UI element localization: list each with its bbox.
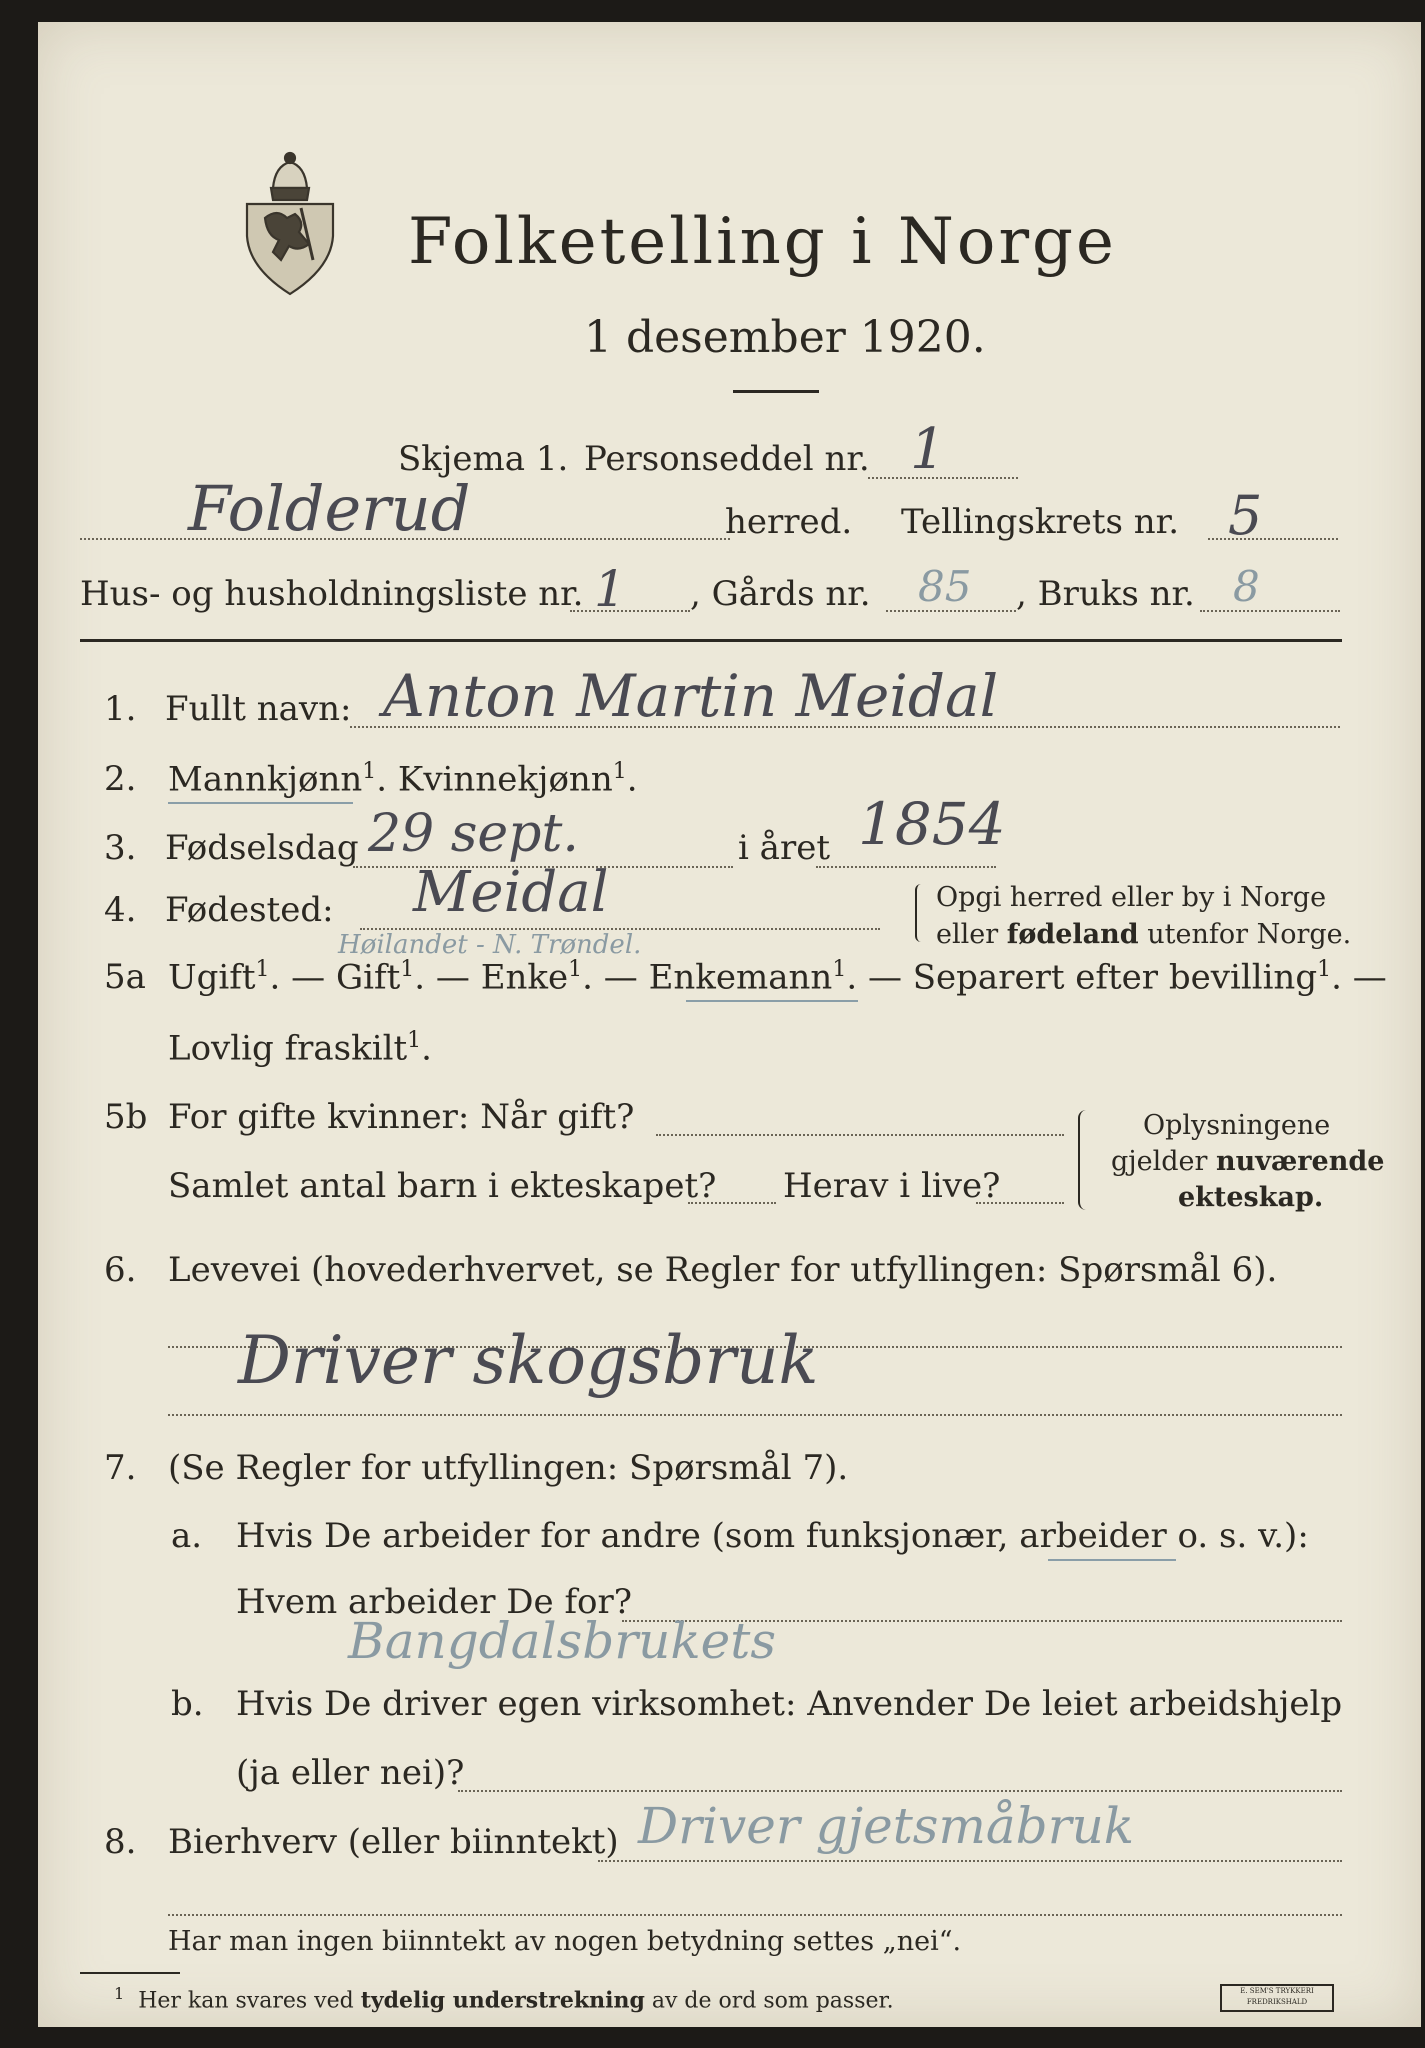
bruks-line (1200, 610, 1340, 612)
q7-number: 7. (104, 1448, 137, 1488)
q2-female[interactable]: Kvinnekjønn (397, 759, 613, 800)
q5a-sup6: 1 (407, 1028, 422, 1053)
q5a-line2-end: . (421, 1028, 432, 1069)
q5a-sup4: 1 (832, 957, 847, 982)
census-form (38, 22, 1421, 2027)
hus-value[interactable]: 1 (594, 560, 626, 618)
q1-value[interactable]: Anton Martin Meidal (383, 662, 999, 730)
q4-number: 4. (104, 890, 137, 930)
q2-end: . (626, 759, 638, 800)
q3-year-line (816, 866, 996, 868)
q5a-sup2: 1 (400, 957, 415, 982)
q4-note2 (936, 919, 1351, 950)
q7a-arbeider[interactable]: arbeider (1019, 1516, 1167, 1556)
q5a-sup1: 1 (255, 957, 270, 982)
footnote (114, 1984, 894, 2013)
q7a-arbeider-underline (1048, 1559, 1176, 1561)
q7a-value[interactable]: Bangdalsbrukets (348, 1612, 776, 1670)
coat-of-arms-icon (235, 148, 345, 298)
tellingskrets-label: Tellingskrets nr. (901, 502, 1180, 542)
herred-value[interactable]: Folderud (188, 472, 471, 545)
q8-label: Bierhverv (eller biinntekt) (168, 1822, 619, 1862)
footnote-post: av de ord som passer. (644, 1988, 894, 2014)
section-divider (80, 639, 1342, 642)
q2-sep: . (376, 759, 398, 800)
q7b-text: Hvis De driver egen virksomhet: Anvender De leiet arbeidshjelp (236, 1684, 1343, 1724)
q5b-line2a: Samlet antal barn i ekteskapet? (168, 1166, 717, 1206)
skjema-label: Skjema 1. (398, 439, 569, 479)
bruks-label: , Bruks nr. (1016, 574, 1195, 614)
q4-note2-bold: fødeland (1006, 919, 1139, 950)
q8-number: 8. (104, 1822, 137, 1862)
q7a-sub: Hvem arbeider De for? (236, 1582, 632, 1622)
footnote-bold: tydelig understrekning (360, 1987, 645, 2014)
bruks-value[interactable]: 8 (1233, 562, 1260, 611)
q5a-sup5: 1 (1317, 957, 1332, 982)
q5a-enkemann[interactable]: Enkemann (648, 957, 833, 998)
q2-options (168, 759, 638, 799)
footnote-pre: Her kan svares ved (138, 1988, 361, 2014)
q2-male[interactable]: Mannkjønn (168, 759, 363, 800)
q5b-line2b: Herav i live? (783, 1166, 1001, 1206)
q5b-brace (1078, 1110, 1090, 1210)
q4-note2-post: utenfor Norge. (1138, 919, 1352, 950)
herred-label: herred. (725, 502, 853, 542)
q5a-enkemann-underline (686, 1000, 858, 1002)
hus-line (570, 610, 690, 612)
q5a-number: 5a (104, 957, 146, 997)
q5a-fraskilt[interactable]: Lovlig fraskilt (168, 1028, 408, 1069)
title-rule (733, 390, 819, 393)
q1-number: 1. (104, 689, 137, 729)
q8-value[interactable]: Driver gjetsmåbruk (638, 1797, 1135, 1855)
q1-label: Fullt navn: (165, 689, 352, 729)
q2-number: 2. (104, 759, 137, 799)
q7-label: (Se Regler for utfyllingen: Spørsmål 7). (168, 1448, 849, 1488)
gards-value[interactable]: 85 (918, 562, 972, 611)
q7a-text (236, 1516, 1309, 1556)
q4-label: Fødested: (165, 890, 334, 930)
q7b-letter: b. (171, 1684, 204, 1724)
q5b-line1: For gifte kvinner: Når gift? (168, 1097, 635, 1137)
q5b-barn-line (688, 1202, 776, 1204)
q4-value[interactable]: Meidal (413, 860, 609, 925)
tellingskrets-value[interactable]: 5 (1228, 484, 1263, 547)
q5b-number: 5b (104, 1097, 148, 1137)
q5b-live-line (976, 1202, 1064, 1204)
q4-note1: Opgi herred eller by i Norge (936, 882, 1327, 913)
q7a-letter: a. (171, 1516, 203, 1556)
q5b-note2-a: gjelder (1111, 1146, 1217, 1177)
q7b-line (458, 1790, 1342, 1792)
q3-number: 3. (104, 828, 137, 868)
printer-stamp (1220, 1984, 1334, 2012)
q5a-enke[interactable]: . — Enke (414, 957, 569, 998)
q6-number: 6. (104, 1250, 137, 1290)
q5b-note2-b: nuværende (1216, 1146, 1385, 1177)
census-date: 1 desember 1920. (584, 312, 986, 363)
q3-year-label: i året (738, 828, 830, 868)
hus-label: Hus- og husholdningsliste nr. (80, 574, 584, 614)
form-title: Folketelling i Norge (408, 205, 1117, 279)
q7a-text-1: Hvis De arbeider for andre (som funksjonær, (236, 1516, 1020, 1556)
q5a-options (168, 957, 1387, 997)
q4-brace (915, 884, 925, 942)
q6-value[interactable]: Driver skogsbruk (238, 1322, 819, 1399)
q5a-ugift[interactable]: Ugift (168, 957, 256, 998)
q5a-end: . — (1331, 957, 1387, 998)
q2-sup2: 1 (612, 759, 627, 784)
q5a-line2 (168, 1028, 432, 1068)
q5a-gift[interactable]: . — Gift (269, 957, 401, 998)
footnote-number: 1 (114, 1984, 125, 2003)
q2-sup1: 1 (362, 759, 377, 784)
q3-value[interactable]: 29 sept. (368, 804, 579, 864)
personseddel-value[interactable]: 1 (910, 417, 946, 482)
q3-label: Fødselsdag (165, 828, 359, 868)
footnote-rule (80, 1972, 180, 1974)
q7b-sub: (ja eller nei)? (236, 1753, 465, 1793)
q6-label: Levevei (hovederhvervet, se Regler for utfyllingen: Spørsmål 6). (168, 1250, 1278, 1290)
q8-line1 (598, 1860, 1342, 1862)
q5a-sep: . — (582, 957, 649, 998)
q6-line2 (168, 1414, 1342, 1416)
q4-value2[interactable]: Høilandet - N. Trøndel. (338, 930, 642, 960)
printer-text: E. SEM'S TRYKKERI FREDRIKSHALD (1240, 1987, 1314, 2006)
q5a-separert[interactable]: . — Separert efter bevilling (846, 957, 1318, 998)
q3-year-value[interactable]: 1854 (858, 790, 1006, 858)
gards-label: , Gårds nr. (690, 574, 871, 614)
q5b-gift-line (656, 1134, 1064, 1136)
q5b-note3: ekteskap. (1178, 1182, 1324, 1213)
q8-line2 (168, 1914, 1342, 1916)
q7a-text-3: o. s. v.): (1166, 1516, 1309, 1556)
footer-note: Har man ingen biinntekt av nogen betydning settes „nei“. (168, 1926, 962, 1957)
q5b-note1: Oplysningene (1143, 1110, 1331, 1141)
q4-note2-pre: eller (936, 919, 1007, 950)
q5b-note2 (1111, 1146, 1384, 1177)
q2-male-underline (168, 802, 353, 804)
q5a-sup3: 1 (568, 957, 583, 982)
personseddel-label: Personseddel nr. (584, 439, 870, 479)
